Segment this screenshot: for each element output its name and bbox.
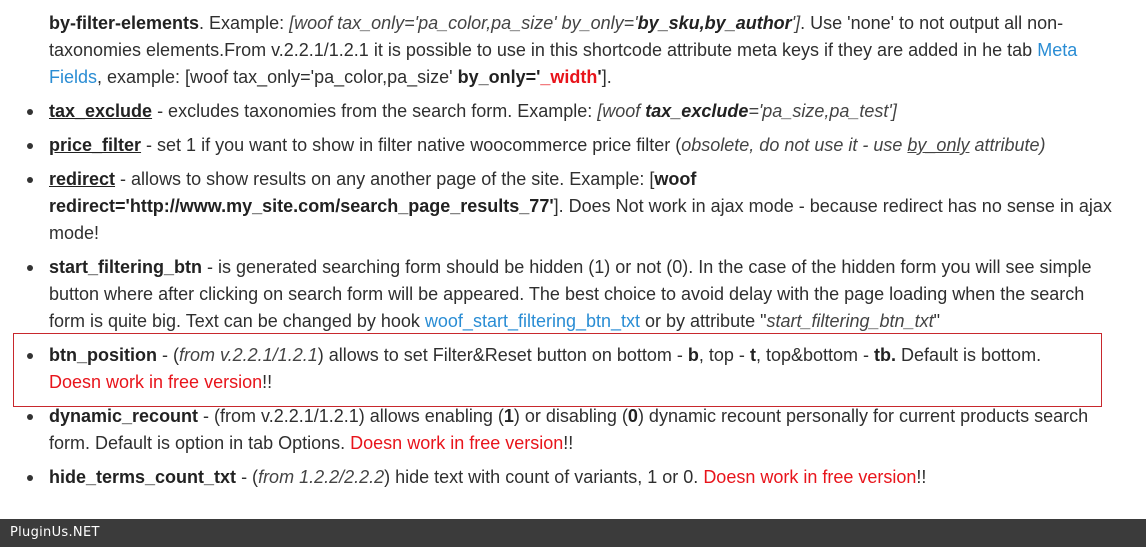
footer-brand-link[interactable]: PluginUs.NET	[10, 525, 100, 540]
list-item-tax-exclude: tax_exclude - excludes taxonomies from the search form. Example: [woof tax_exclude='pa_size,pa_test']	[49, 101, 897, 121]
meta-fields-link[interactable]: Meta Fields	[49, 40, 1078, 87]
list-item-price-filter: price_filter - set 1 if you want to show in filter native woocommerce price filter (obsolete, do not use it - use by_only attribute)	[49, 135, 1046, 155]
list-item-by-filter-elements: by-filter-elements. Example: [woof tax_only='pa_color,pa_size' by_only='by_sku,by_author']. Use 'none' to not output all non-taxonomies elements.From v.2.2.1/1.2.1 it is possible to use in this shortcode attribute meta keys if they are added in he tab Meta Fields, example: [woof tax_only='pa_color,pa_size' by_only='_width'].	[49, 13, 1078, 87]
free-version-warning: Doesn work in free version	[703, 467, 917, 487]
list-item-btn-position: btn_position - (from v.2.2.1/1.2.1) allows to set Filter&Reset button on bottom - b, top - t, top&bottom - tb. Default is bottom. Doesn work in free version!!	[49, 345, 1042, 392]
footer-bar	[0, 519, 1146, 547]
list-item-start-filtering-btn: start_filtering_btn - is generated searching form should be hidden (1) or not (0). In the case of the hidden form you will see simple button where after clicking on search form will be appeared. The best choice to avoid delay with the page loading when the search form is quite big. Text can be changed by hook woof_start_filtering_btn_txt or by attribute "start_filtering_btn_txt"	[49, 257, 1092, 331]
bullet-icon	[27, 109, 33, 115]
term-btn-position: btn_position	[49, 345, 157, 365]
list-item-hide-terms-count-txt: hide_terms_count_txt - (from 1.2.2/2.2.2) hide text with count of variants, 1 or 0. Doesn work in free version!!	[49, 467, 927, 487]
term-redirect: redirect	[49, 169, 116, 189]
term-dynamic-recount: dynamic_recount	[49, 406, 199, 426]
bullet-icon	[27, 353, 33, 359]
bullet-icon	[27, 414, 33, 420]
term-by-filter-elements: by-filter-elements	[49, 13, 200, 33]
free-version-warning: Doesn work in free version	[49, 372, 263, 392]
bullet-icon	[27, 177, 33, 183]
list-item-dynamic-recount: dynamic_recount - (from v.2.2.1/1.2.1) allows enabling (1) or disabling (0) dynamic recount personally for current products search form. Default is option in tab Options. Doesn work in free version!!	[49, 406, 1089, 453]
term-tax-exclude: tax_exclude	[49, 101, 153, 121]
list-item-redirect: redirect - allows to show results on any another page of the site. Example: [woof redirect='http://www.my_site.com/search_page_results_77']. Does Not work in ajax mode - because redirect has no sense in ajax mode!	[49, 169, 1112, 243]
bullet-icon	[27, 143, 33, 149]
bullet-icon	[27, 265, 33, 271]
term-start-filtering-btn: start_filtering_btn	[49, 257, 203, 277]
woof-start-filtering-btn-txt-link[interactable]: woof_start_filtering_btn_txt	[424, 311, 641, 331]
term-hide-terms-count-txt: hide_terms_count_txt	[49, 467, 237, 487]
bullet-icon	[27, 475, 33, 481]
example-text: [woof tax_only='pa_color,pa_size' by_only='by_sku,by_author']	[289, 13, 801, 33]
free-version-warning: Doesn work in free version	[350, 433, 564, 453]
term-price-filter: price_filter	[49, 135, 142, 155]
